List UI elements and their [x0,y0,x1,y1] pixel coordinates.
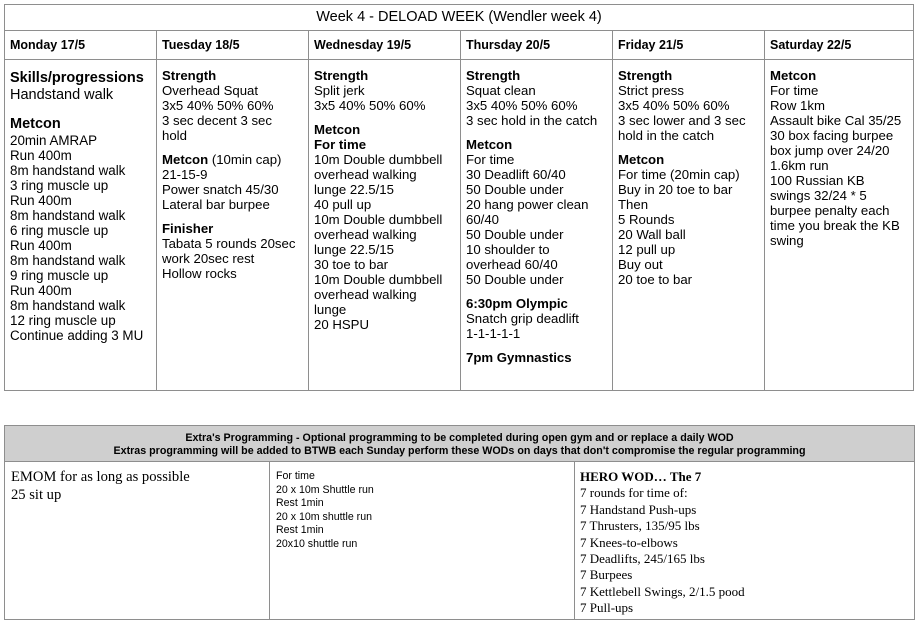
day-column-thursday [461,31,613,391]
workout-line: swings 32/24 * 5 [770,188,867,203]
workout-line: For time [466,152,515,167]
workout-line: 3x5 40% 50% 60% [314,98,426,113]
workout-line: 60/40 [466,212,500,227]
workout-line: 8m handstand walk [10,208,126,223]
section-heading-suffix: (10min cap) [208,152,282,167]
day-column-tuesday [157,31,309,391]
workout-line: 8m handstand walk [10,163,126,178]
section-heading: Metcon [770,68,817,83]
day-header: Friday 21/5 [613,31,764,60]
workout-line: lunge 22.5/15 [314,242,394,257]
workout-line: Overhead Squat [162,83,259,98]
workout-line: 7 Handstand Push-ups [580,501,697,517]
section-subheading: For time [314,137,367,152]
workout-line: 1-1-1-1-1 [466,326,521,341]
section-heading: 7pm Gymnastics [466,350,572,365]
day-content [309,60,460,332]
section-heading: Metcon [162,152,209,167]
workout-line: Squat clean [466,83,536,98]
day-column-saturday [765,31,913,391]
workout-line: 3 sec decent 3 sec [162,113,272,128]
section-heading: Metcon [466,137,513,152]
day-content [613,60,764,287]
workout-line: 12 ring muscle up [10,313,116,328]
workout-line: 7 Pull-ups [580,600,634,616]
day-content [765,60,913,248]
workout-line: Lateral bar burpee [162,197,270,212]
week-title: Week 4 - DELOAD WEEK (Wendler week 4) [5,5,913,31]
workout-line: 21-15-9 [162,167,208,182]
workout-line: Buy out [618,257,663,272]
workout-line: 20 HSPU [314,317,369,332]
extras-columns [5,462,914,619]
section-heading: Metcon [314,122,361,137]
workout-line: 10 shoulder to [466,242,550,257]
day-columns [5,31,913,391]
day-column-monday [5,31,157,391]
section-heading: 6:30pm Olympic [466,296,568,311]
section-heading: Strength [466,68,521,83]
section-heading: Skills/progressions [10,70,144,86]
workout-line: 8m handstand walk [10,253,126,268]
workout-line: 7 Kettlebell Swings, 2/1.5 pood [580,583,745,599]
workout-line: 20x10 shuttle run [276,537,358,550]
section-heading: Strength [314,68,369,83]
workout-line: Tabata 5 rounds 20sec [162,236,296,251]
workout-line: 20 x 10m shuttle run [276,510,372,523]
workout-line: 40 pull up [314,197,372,212]
workout-line: Then [618,197,649,212]
workout-line: hold in the catch [618,128,715,143]
workout-line: 100 Russian KB [770,173,865,188]
workout-line: 50 Double under [466,272,564,287]
workout-line: 7 Thrusters, 135/95 lbs [580,518,700,534]
workout-line: Rest 1min [276,524,324,537]
workout-line: 50 Double under [466,227,564,242]
workout-line: overhead 60/40 [466,257,558,272]
workout-line: lunge [314,302,347,317]
section-heading: Strength [162,68,217,83]
workout-line: 3 sec hold in the catch [466,113,598,128]
workout-line: 3 sec lower and 3 sec [618,113,746,128]
day-header: Monday 17/5 [5,31,156,60]
extras-header-line: Extra's Programming - Optional programming to be completed during open gym and or replace a daily WOD [185,432,734,444]
workout-line: 6 ring muscle up [10,223,109,238]
workout-line: Split jerk [314,83,365,98]
section-heading: Strength [618,68,673,83]
workout-line: 25 sit up [11,487,62,503]
section-heading: Finisher [162,221,214,236]
workout-line: overhead walking [314,167,417,182]
workout-line: Continue adding 3 MU [10,328,144,343]
workout-line: 7 Deadlifts, 245/165 lbs [580,551,705,567]
day-header: Saturday 22/5 [765,31,913,60]
workout-line: EMOM for as long as possible [11,469,190,485]
workout-line: Snatch grip deadlift [466,311,579,326]
workout-line: 3x5 40% 50% 60% [618,98,730,113]
workout-line: Run 400m [10,283,72,298]
workout-line: Rest 1min [276,497,324,510]
workout-line: 5 Rounds [618,212,675,227]
workout-line: burpee penalty each [770,203,890,218]
workout-line: work 20sec rest [162,251,255,266]
workout-line: overhead walking [314,287,417,302]
extras-shuttle-run-cell [270,462,575,619]
workout-line: 30 box facing burpee [770,128,894,143]
hero-wod-title: HERO WOD… The 7 [580,469,702,484]
workout-line: swing [770,233,804,248]
workout-line: 9 ring muscle up [10,268,109,283]
workout-line: Run 400m [10,148,72,163]
workout-line: For time [276,470,315,482]
day-header: Wednesday 19/5 [309,31,460,60]
workout-line: 3x5 40% 50% 60% [162,98,274,113]
workout-line: 7 Knees-to-elbows [580,534,678,550]
section-heading: Metcon [618,152,665,167]
workout-line: 30 Deadlift 60/40 [466,167,566,182]
extras-header-line: Extras programming will be added to BTWB each Sunday perform these WODs on days that don't compromise the regular programming [113,444,806,457]
workout-line: Run 400m [10,238,72,253]
workout-line: 8m handstand walk [10,298,126,313]
workout-line: 50 Double under [466,182,564,197]
workout-line: Row 1km [770,98,825,113]
workout-line: box jump over 24/20 [770,143,890,158]
workout-line: Buy in 20 toe to bar [618,182,733,197]
extras-header [5,426,914,462]
day-header: Thursday 20/5 [461,31,612,60]
workout-line: 7 rounds for time of: [580,485,688,501]
workout-line: For time [770,83,819,98]
day-content [157,60,308,281]
workout-line: Strict press [618,83,684,98]
workout-line: 10m Double dumbbell [314,212,443,227]
day-column-wednesday [309,31,461,391]
section-heading-row [162,152,308,167]
workout-line: lunge 22.5/15 [314,182,394,197]
section-heading: Metcon [10,116,61,132]
weekly-schedule-table [4,4,914,391]
day-content [461,60,612,365]
workout-line: 10m Double dumbbell [314,272,443,287]
workout-line: 12 pull up [618,242,676,257]
day-content [5,60,156,343]
workout-line: hold [162,128,187,143]
workout-line: 3 ring muscle up [10,178,109,193]
workout-line: For time (20min cap) [618,167,740,182]
workout-line: 20 Wall ball [618,227,686,242]
workout-line: time you break the KB [770,218,900,233]
workout-line: 3x5 40% 50% 60% [466,98,578,113]
workout-line: 20 hang power clean [466,197,589,212]
workout-line: 20 x 10m Shuttle run [276,483,374,496]
workout-line: 1.6km run [770,158,829,173]
day-header: Tuesday 18/5 [157,31,308,60]
day-column-friday [613,31,765,391]
extras-hero-wod-cell [575,462,914,619]
workout-line: Run 400m [10,193,72,208]
workout-line: overhead walking [314,227,417,242]
workout-line: Power snatch 45/30 [162,182,279,197]
workout-line: 30 toe to bar [314,257,389,272]
workout-line: Hollow rocks [162,266,237,281]
workout-line: 10m Double dumbbell [314,152,443,167]
extras-emom-cell [5,462,270,619]
workout-line: 20min AMRAP [10,133,98,148]
extras-programming-table [4,425,915,620]
workout-line: Assault bike Cal 35/25 [770,113,902,128]
workout-line: 7 Burpees [580,567,633,583]
workout-line: Handstand walk [10,87,114,103]
workout-line: 20 toe to bar [618,272,693,287]
